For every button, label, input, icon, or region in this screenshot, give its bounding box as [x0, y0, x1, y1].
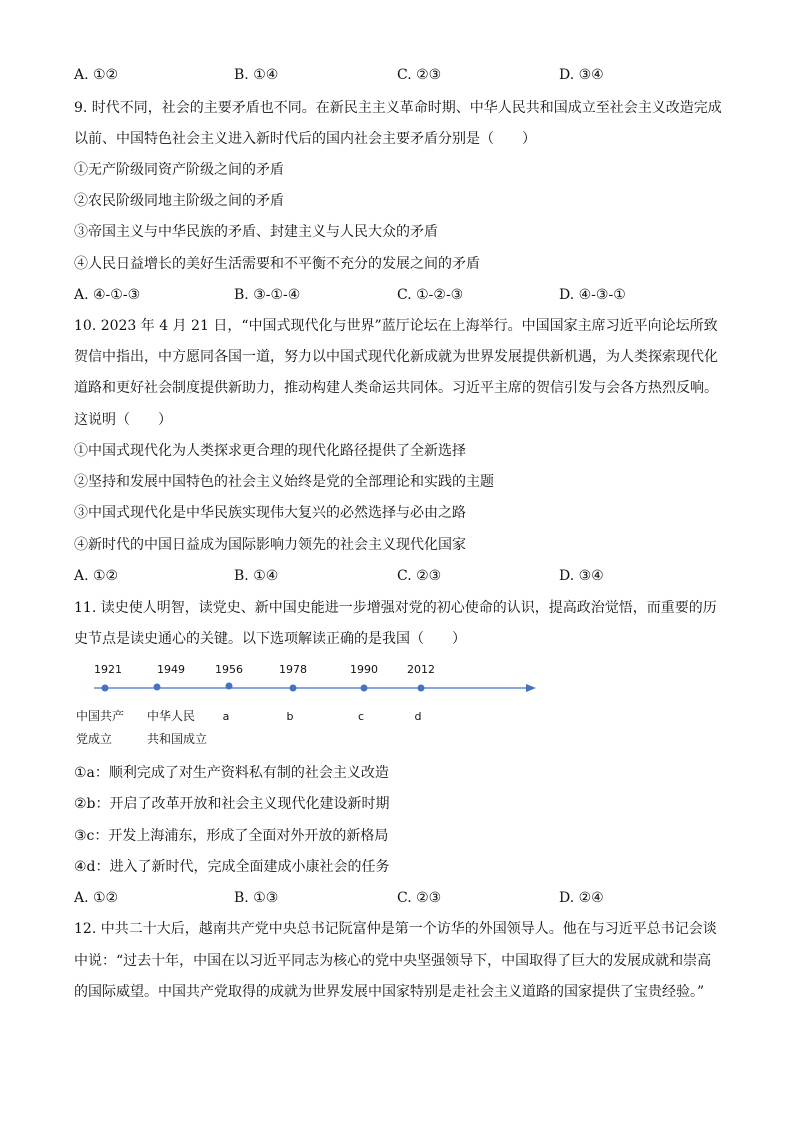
q9-stem-line-1: 9. 时代不同，社会的主要矛盾也不同。在新民主主义革命时期、中华人民共和国成立至社会主义改造完成: [74, 100, 722, 116]
timeline-label-c: c: [357, 710, 365, 723]
timeline-dot-1921: [102, 685, 109, 692]
q10-item-1: ①中国式现代化为人类探求更合理的现代化路径提供了全新选择: [74, 443, 466, 459]
q11-stem-line-1: 11. 读史使人明智，读党史、新中国史能进一步增强对党的初心使命的认识，提高政治觉悟，而重要的历: [74, 600, 717, 616]
q9-item-3: ③帝国主义与中华民族的矛盾、封建主义与人民大众的矛盾: [74, 224, 438, 240]
q11-stem-line-2: 史节点是读史通心的关键。以下选项解读正确的是我国（ ）: [74, 631, 466, 647]
timeline-dot-1990: [361, 685, 368, 692]
q10-item-4: ④新时代的中国日益成为国际影响力领先的社会主义现代化国家: [74, 537, 466, 553]
timeline-arrowhead: [526, 684, 536, 692]
q8-option-b[interactable]: B. ①④: [234, 67, 279, 83]
q11-option-c[interactable]: C. ②③: [397, 890, 442, 906]
q11-item-4: ④d：进入了新时代，完成全面建成小康社会的任务: [74, 859, 390, 875]
timeline-year-1921: 1921: [94, 663, 122, 676]
timeline-year-1956: 1956: [215, 663, 243, 676]
q10-option-b[interactable]: B. ①④: [234, 568, 279, 584]
q10-option-a[interactable]: A. ①②: [74, 568, 119, 584]
timeline-dot-1956: [226, 683, 233, 690]
q8-option-a[interactable]: A. ①②: [74, 67, 119, 83]
q9-item-1: ①无产阶级同资产阶级之间的矛盾: [74, 162, 284, 178]
q9-options: [74, 286, 654, 304]
q11-option-d[interactable]: D. ②④: [559, 890, 604, 906]
q9-stem-line-2: 以前、中国特色社会主义进入新时代后的国内社会主要矛盾分别是（ ）: [74, 131, 536, 147]
q10-option-c[interactable]: C. ②③: [397, 568, 442, 584]
timeline-label-1921: 中国共产: [76, 709, 125, 723]
timeline-year-1949: 1949: [157, 663, 185, 676]
q9-option-a[interactable]: A. ④-①-③: [74, 287, 141, 303]
timeline-label-d: d: [414, 710, 422, 723]
q9-item-4: ④人民日益增长的美好生活需要和不平衡不充分的发展之间的矛盾: [74, 256, 480, 272]
timeline-label-b: b: [286, 710, 294, 723]
q10-stem-line-4: 这说明（ ）: [74, 412, 172, 428]
q12-stem-line-2: 中说：“过去十年，中国在以习近平同志为核心的党中央坚强领导下，中国取得了巨大的发展成就和崇高: [74, 953, 712, 969]
timeline-dot-1978: [290, 685, 297, 692]
q9-item-2: ②农民阶级同地主阶级之间的矛盾: [74, 193, 284, 209]
q10-stem-line-3: 道路和更好社会制度提供新助力，推动构建人类命运共同体。习近平主席的贺信引发与会各方热烈反响。: [74, 380, 718, 396]
timeline-label-1921-line2: 党成立: [76, 732, 113, 746]
q11-option-b[interactable]: B. ①③: [234, 890, 279, 906]
q9-option-c[interactable]: C. ①-②-③: [397, 287, 464, 303]
timeline-year-1990: 1990: [350, 663, 378, 676]
q11-item-2: ②b：开启了改革开放和社会主义现代化建设新时期: [74, 796, 390, 812]
q10-stem-line-2: 贺信中指出，中方愿同各国一道，努力以中国式现代化新成就为世界发展提供新机遇，为人类探索现代化: [74, 349, 718, 365]
timeline-dot-2012: [418, 685, 425, 692]
timeline-year-1978: 1978: [279, 663, 307, 676]
q8-option-d[interactable]: D. ③④: [559, 67, 604, 83]
q10-options: [74, 567, 654, 585]
q10-stem-line-1: 10. 2023 年 4 月 21 日，“中国式现代化与世界”蓝厅论坛在上海举行。中国国家主席习近平向论坛所致: [74, 318, 718, 334]
q9-option-b[interactable]: B. ③-①-④: [234, 287, 301, 303]
q10-option-d[interactable]: D. ③④: [559, 568, 604, 584]
timeline-dot-1949: [154, 684, 161, 691]
q8-option-c[interactable]: C. ②③: [397, 67, 442, 83]
timeline-label-a: a: [222, 710, 230, 723]
timeline-label-1949-line2: 共和国成立: [147, 732, 208, 746]
q10-item-2: ②坚持和发展中国特色的社会主义始终是党的全部理论和实践的主题: [74, 474, 494, 490]
q11-options: [74, 889, 654, 907]
q11-item-3: ③c：开发上海浦东，形成了全面对外开放的新格局: [74, 828, 389, 844]
q11-option-a[interactable]: A. ①②: [74, 890, 119, 906]
q9-option-d[interactable]: D. ④-③-①: [559, 287, 626, 303]
q11-item-1: ①a：顺利完成了对生产资料私有制的社会主义改造: [74, 765, 389, 781]
q12-stem-line-1: 12. 中共二十大后，越南共产党中央总书记阮富仲是第一个访华的外国领导人。他在与习近平总书记会谈: [74, 921, 717, 937]
q8-options: [74, 66, 654, 84]
q10-item-3: ③中国式现代化是中华民族实现伟大复兴的必然选择与必由之路: [74, 505, 466, 521]
timeline-label-1949: 中华人民: [147, 709, 196, 723]
timeline-year-2012: 2012: [407, 663, 435, 676]
q12-stem-line-3: 的国际威望。中国共产党取得的成就为世界发展中国家特别是走社会主义道路的国家提供了宝贵经验。”: [74, 984, 705, 1000]
